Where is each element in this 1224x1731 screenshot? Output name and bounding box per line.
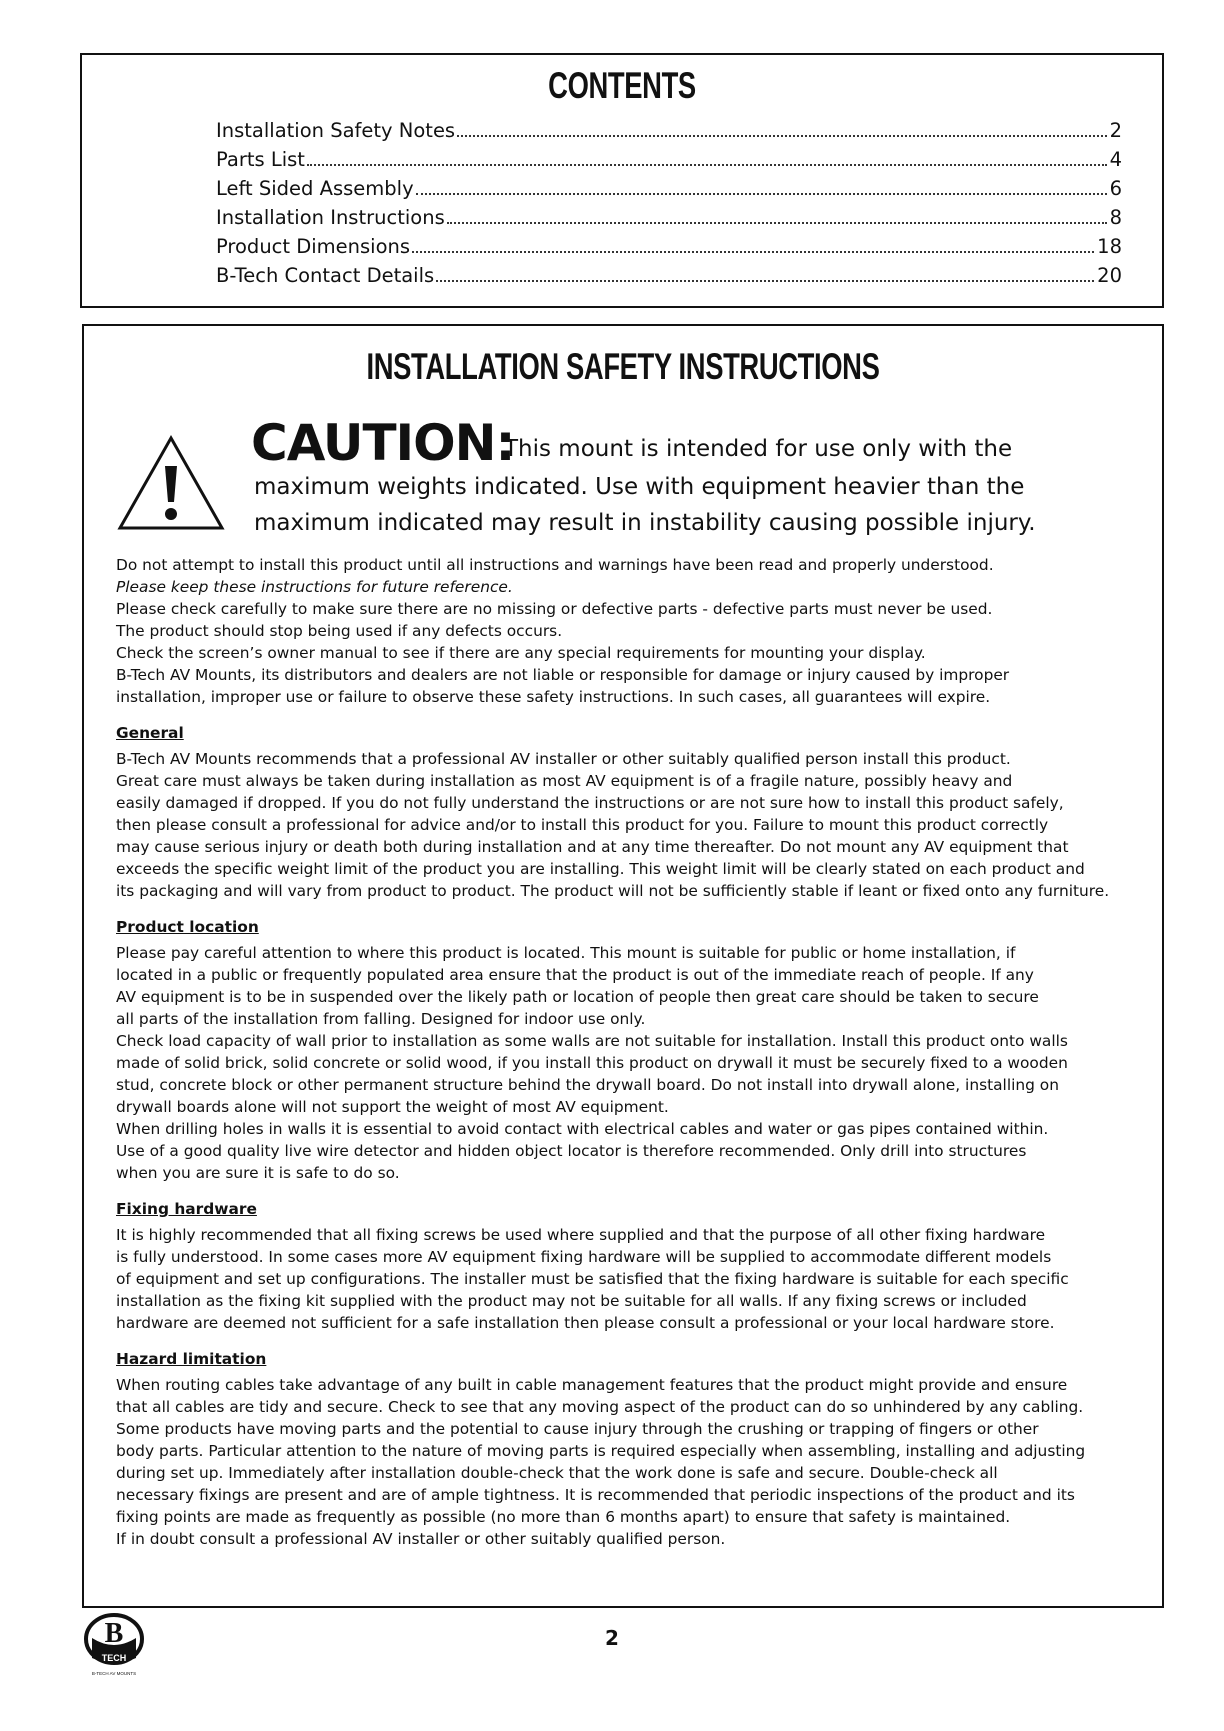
toc-entry-page: 2 [1109,119,1122,142]
toc-leader-dots [457,135,1106,137]
toc-entry-label: Product Dimensions [216,235,411,258]
intro-line: Check the screen’s owner manual to see if there are any special requirements for mounting your display. [116,644,926,662]
section-line: easily damaged if dropped. If you do not fully understand the instructions or are not sure how to install this product safely, [116,794,1064,812]
section-heading-hazard-limitation: Hazard limitation [116,1350,267,1368]
toc-entry[interactable] [216,177,1122,206]
section-line: its packaging and will vary from product to product. The product will not be sufficiently stable if leant or fixed onto any furniture. [116,882,1110,900]
section-line: is fully understood. In some cases more AV equipment fixing hardware will be supplied to accommodate different models [116,1248,1052,1266]
toc-leader-dots [416,193,1107,195]
section-line: then please consult a professional for advice and/or to install this product for you. Failure to mount this product correctly [116,816,1049,834]
logo-subtext: TECH [101,1653,127,1663]
section-heading-general: General [116,724,184,742]
section-line: that all cables are tidy and secure. Check to see that any moving aspect of the product can do so unhindered by any cabling. [116,1398,1084,1416]
section-line: B-Tech AV Mounts recommends that a professional AV installer or other suitably qualified person install this product. [116,750,1011,768]
toc-entry-page: 6 [1109,177,1122,200]
toc-entry-page: 18 [1097,235,1122,258]
toc-entry-page: 4 [1109,148,1122,171]
page-number: 2 [605,1626,619,1650]
caution-text-line: This mount is intended for use only with the [504,436,1013,462]
toc-entry-label: Left Sided Assembly [216,177,414,200]
toc-entry[interactable] [216,148,1122,177]
toc-entry-label: Parts List [216,148,305,171]
intro-line: Do not attempt to install this product until all instructions and warnings have been read and properly understood. [116,556,994,574]
section-line: of equipment and set up configurations. The installer must be satisfied that the fixing hardware is suitable for each specific [116,1270,1069,1288]
toc-leader-dots [447,222,1107,224]
safety-body-text [116,554,1136,1550]
section-line: during set up. Immediately after installation double-check that the work done is safe and secure. Double-check all [116,1464,998,1482]
section-line: installation as the fixing kit supplied with the product may not be suitable for all walls. If any fixing screws or included [116,1292,1027,1310]
logo-letter: B [104,1618,124,1649]
section-line: Great care must always be taken during installation as most AV equipment is of a fragile nature, possibly heavy and [116,772,1013,790]
section-line: when you are sure it is safe to do so. [116,1164,400,1182]
intro-line: Please keep these instructions for future reference. [116,578,513,596]
section-line: made of solid brick, solid concrete or solid wood, if you install this product on drywall it must be securely fixed to a wooden [116,1054,1068,1072]
section-line: Use of a good quality live wire detector and hidden object locator is therefore recommended. Only drill into structures [116,1142,1027,1160]
section-line: drywall boards alone will not support the weight of most AV equipment. [116,1098,669,1116]
section-heading-product-location: Product location [116,918,259,936]
section-line: necessary fixings are present and are of ample tightness. It is recommended that periodic inspections of the product and its [116,1486,1075,1504]
section-line: fixing points are made as frequently as possible (no more than 6 months apart) to ensure that safety is maintained. [116,1508,1011,1526]
section-line: Check load capacity of wall prior to installation as some walls are not suitable for installation. Install this product onto walls [116,1032,1068,1050]
caution-word: CAUTION: [251,414,515,472]
toc-entry-label: B-Tech Contact Details [216,264,435,287]
section-line: body parts. Particular attention to the nature of moving parts is required especially when assembling, installing and adjusting [116,1442,1086,1460]
intro-line: installation, improper use or failure to observe these safety instructions. In such cases, all guarantees will expire. [116,688,991,706]
toc-leader-dots [436,280,1094,282]
toc-entry-label: Installation Instructions [216,206,445,229]
toc-entry[interactable] [216,235,1122,264]
section-line: Please pay careful attention to where this product is located. This mount is suitable for public or home installation, if [116,944,1016,962]
toc-leader-dots [412,251,1094,253]
caution-text-line: maximum weights indicated. Use with equipment heavier than the [254,474,1025,500]
logo-caption: B-TECH AV MOUNTS [91,1671,137,1676]
intro-line: B-Tech AV Mounts, its distributors and dealers are not liable or responsible for damage or injury caused by improper [116,666,1010,684]
toc-entry-label: Installation Safety Notes [216,119,456,142]
section-line: hardware are deemed not sufficient for a safe installation then please consult a professional or your local hardware store. [116,1314,1055,1332]
caution-text-line: maximum indicated may result in instability causing possible injury. [254,510,1036,536]
table-of-contents [216,119,1122,293]
intro-line: Please check carefully to make sure there are no missing or defective parts - defective parts must never be used. [116,600,993,618]
section-line: It is highly recommended that all fixing screws be used where supplied and that the purpose of all other fixing hardware [116,1226,1046,1244]
toc-leader-dots [307,164,1107,166]
section-line: When drilling holes in walls it is essential to avoid contact with electrical cables and water or gas pipes contained within. [116,1120,1049,1138]
toc-entry[interactable] [216,264,1122,293]
toc-entry-page: 8 [1109,206,1122,229]
safety-instructions-box [82,324,1164,1608]
section-line: If in doubt consult a professional AV installer or other suitably qualified person. [116,1530,726,1548]
section-heading-fixing-hardware: Fixing hardware [116,1200,257,1218]
section-line: AV equipment is to be in suspended over the likely path or location of people then great care should be taken to secure [116,988,1039,1006]
section-line: may cause serious injury or death both during installation and at any time thereafter. Do not mount any AV equipment that [116,838,1069,856]
intro-line: The product should stop being used if any defects occurs. [116,622,563,640]
warning-triangle-icon [116,434,226,532]
section-line: exceeds the specific weight limit of the product you are installing. This weight limit will be clearly stated on each product and [116,860,1085,878]
toc-entry[interactable] [216,206,1122,235]
toc-entry[interactable] [216,119,1122,148]
toc-entry-page: 20 [1097,264,1122,287]
section-line: stud, concrete block or other permanent structure behind the drywall board. Do not install into drywall alone, installing on [116,1076,1059,1094]
section-line: all parts of the installation from falling. Designed for indoor use only. [116,1010,646,1028]
section-line: located in a public or frequently populated area ensure that the product is out of the immediate reach of people. If any [116,966,1034,984]
section-line: Some products have moving parts and the potential to cause injury through the crushing or trapping of fingers or other [116,1420,1039,1438]
contents-title: CONTENTS [548,65,696,106]
contents-box [80,53,1164,308]
section-line: When routing cables take advantage of any built in cable management features that the product might provide and ensure [116,1376,1068,1394]
safety-title: INSTALLATION SAFETY INSTRUCTIONS [366,346,880,387]
